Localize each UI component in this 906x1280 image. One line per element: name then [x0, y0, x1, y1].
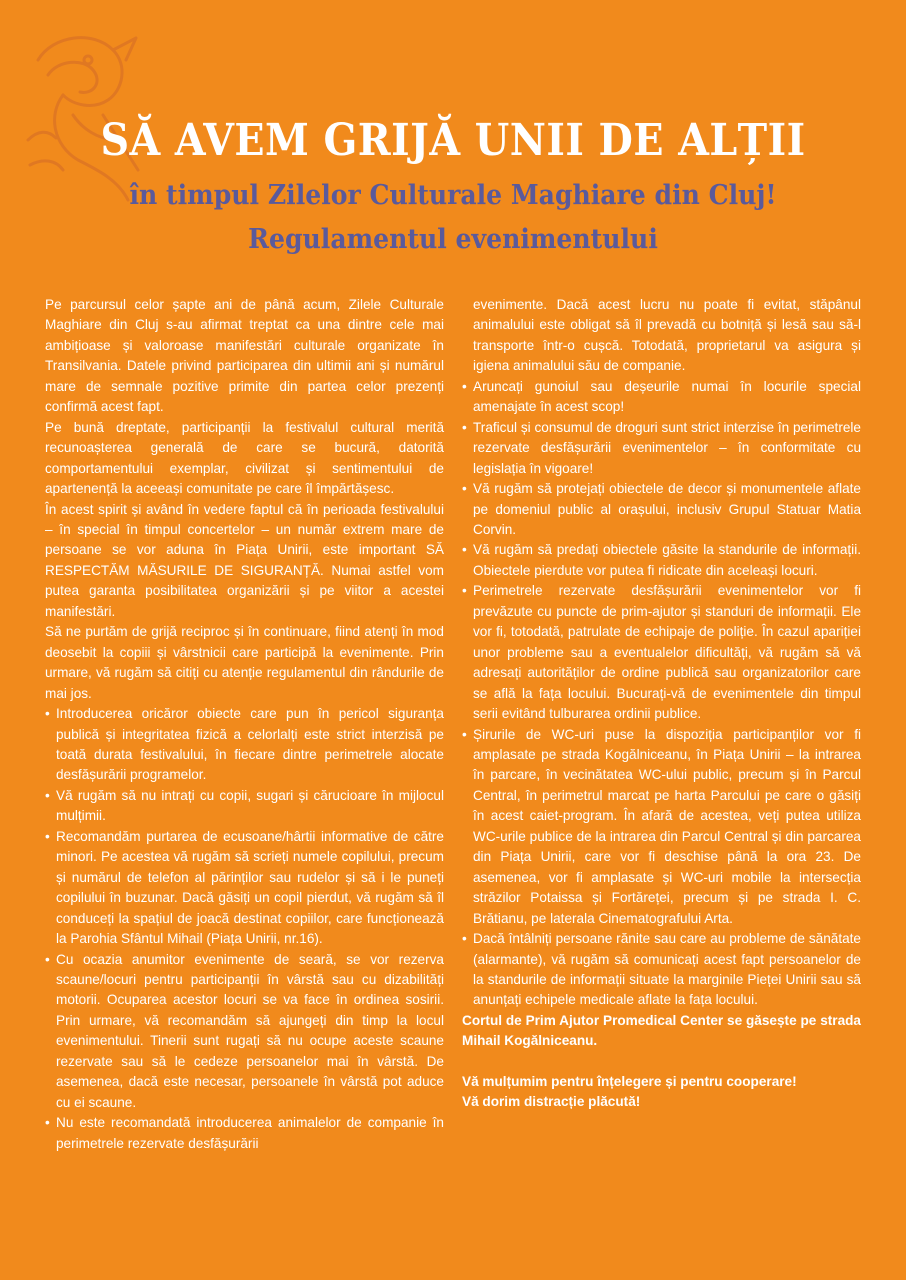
- list-item: • Nu este recomandată introducerea animalelor de companie în perimetrele rezervate desfășurării: [45, 1113, 444, 1154]
- left-column: [45, 295, 444, 1154]
- page-subtitle: în timpul Zilelor Culturale Maghiare din Cluj!: [129, 180, 777, 211]
- list-item: • Șirurile de WC-uri puse la dispoziția participanților vor fi amplasate pe strada Kogălniceanu, în Piața Unirii – la intrarea în parcare, în vecinătatea WC-ului public, precum și în Parcul Central, în perimetrul marcat pe harta Parcului pe care o găsiți în acest caiet-program. În afară de acestea, veți putea utiliza WC-urile publice de la intrarea din Parcul Central și din parcarea din Piața Unirii, care vor fi deschise până la ora 23. De asemenea, vor fi amplasate și WC-uri mobile la intersecția străzilor Potaissa și Fortăreței, precum și pe strada I. C. Brătianu, pe laterala Cinematografului Arta.: [462, 725, 861, 930]
- page-title: SĂ AVEM GRIJĂ UNII DE ALȚII: [100, 115, 806, 166]
- intro-paragraph: Pe parcursul celor șapte ani de până acum, Zilele Culturale Maghiare din Cluj s-au afirmat treptat ca una dintre cele mai ambițioase și valoroase manifestări culturale organizate în Transilvania. Datele privind participarea din ultimii ani și numărul mare de semnale pozitive primite din partea celor prezenți confirmă acest fapt.: [45, 297, 444, 415]
- list-item: • Recomandăm purtarea de ecusoane/hârtii informative de către minori. Pe acestea vă rugăm să scrieți numele copilului, precum și numărul de telefon al părinților sau rudelor și să i le puneți copilului în buzunar. Dacă găsiți un copil pierdut, vă rugăm să îl conduceți la spațiul de joacă destinat copiilor, care funcționează la Parohia Sfântul Mihail (Piața Unirii, nr.16).: [45, 827, 444, 950]
- list-item: • Vă rugăm să predați obiectele găsite la standurile de informații. Obiectele pierdute vor putea fi ridicate din aceleași locuri.: [462, 540, 861, 581]
- first-aid-note: Cortul de Prim Ajutor Promedical Center se găsește pe strada Mihail Kogălniceanu.: [462, 1012, 861, 1049]
- list-item: • Dacă întâlniți persoane rănite sau care au probleme de sănătate (alarmante), vă rugăm să comunicați acest fapt persoanelor de la standurile de informații situate la marginile Pieței Unirii sau să anunțați echipele medicale aflate la fața locului.: [462, 929, 861, 1011]
- rules-list-right: [462, 295, 861, 1011]
- header: [0, 108, 906, 262]
- right-column: [462, 295, 861, 1113]
- list-item: • Perimetrele rezervate desfășurării evenimentelor vor fi prevăzute cu puncte de prim-ajutor și standuri de informații. Ele vor fi, totodată, patrulate de echipaje de poliție. În cazul apariției unor probleme sau a eventualelor dificultăți, vă rugăm să vă adresați autorităților de ordine publică sau organizatorilor care se află la fața locului. Bucurați-vă de evenimentele din timpul serii evitând tulburarea ordinii publice.: [462, 581, 861, 724]
- rules-list-left: [45, 704, 444, 1154]
- list-item: • Traficul și consumul de droguri sunt strict interzise în perimetrele rezervate desfășurării evenimentelor – în conformitate cu legislația în vigoare!: [462, 418, 861, 479]
- page-subtitle-regulations: Regulamentul evenimentului: [248, 224, 658, 255]
- list-item: • Vă rugăm să nu intrați cu copii, sugari și cărucioare în mijlocul mulțimii.: [45, 786, 444, 827]
- list-item: • Vă rugăm să protejați obiectele de decor și monumentele aflate pe domeniul public al orașului, inclusiv Grupul Statuar Matia Corvin.: [462, 479, 861, 540]
- list-item-continuation: evenimente. Dacă acest lucru nu poate fi evitat, stăpânul animalului este obligat să îl prevadă cu botniță și lesă sau să-l transporte într-o cușcă. Totodată, proprietarul va asigura și igiena animalului său de companie.: [473, 297, 861, 374]
- closing-note: [462, 1072, 861, 1113]
- list-item: • Introducerea oricăror obiecte care pun în pericol siguranța publică și integritatea fizică a celorlalți este strict interzisă pe toată durata festivalului, în fiecare dintre perimetrele alocate desfășurării programelor.: [45, 704, 444, 786]
- care-paragraph: Să ne purtăm de grijă reciproc și în continuare, fiind atenți în mod deosebit la copiii și vârstnicii care participă la evenimente. Prin urmare, vă rugăm să citiți cu atenție regulamentul din rândurile de mai jos.: [45, 624, 444, 701]
- recognition-paragraph: Pe bună dreptate, participanții la festivalul cultural merită recunoașterea generală de care se bucură, datorită comportamentului exemplar, civilizat și sentimentului de apartenență la aceeași comunitate pe care îl împărtășesc.: [45, 419, 444, 497]
- safety-paragraph: În acest spirit și având în vedere faptul că în perioada festivalului – în special în timpul concertelor – un număr extrem mare de persoane se vor aduna în Piața Unirii, este important SĂ RESPECTĂM MĂSURILE DE SIGURANȚĂ. Numai astfel vom putea garanta posibilitatea organizării și pe viitor a acestei manifestări.: [45, 501, 444, 619]
- list-item: • Cu ocazia anumitor evenimente de seară, se vor rezerva scaune/locuri pentru participanții în vârstă sau cu dizabilități motorii. Ocuparea acestor locuri se va face în ordinea sosirii. Prin urmare, vă recomandăm să ajungeți din timp la locul evenimentului. Tinerii sunt rugați să nu ocupe aceste scaune rezervate sau să le cedeze persoanelor mai în vârstă. De asemenea, dacă este necesar, persoanele în vârstă pot aduce cu ei scaune.: [45, 950, 444, 1114]
- list-item: • Aruncați gunoiul sau deșeurile numai în locurile special amenajate în acest scop!: [462, 377, 861, 418]
- thanks-line: Vă mulțumim pentru înțelegere și pentru cooperare!: [462, 1073, 797, 1089]
- fun-line: Vă dorim distracție plăcută!: [462, 1094, 641, 1110]
